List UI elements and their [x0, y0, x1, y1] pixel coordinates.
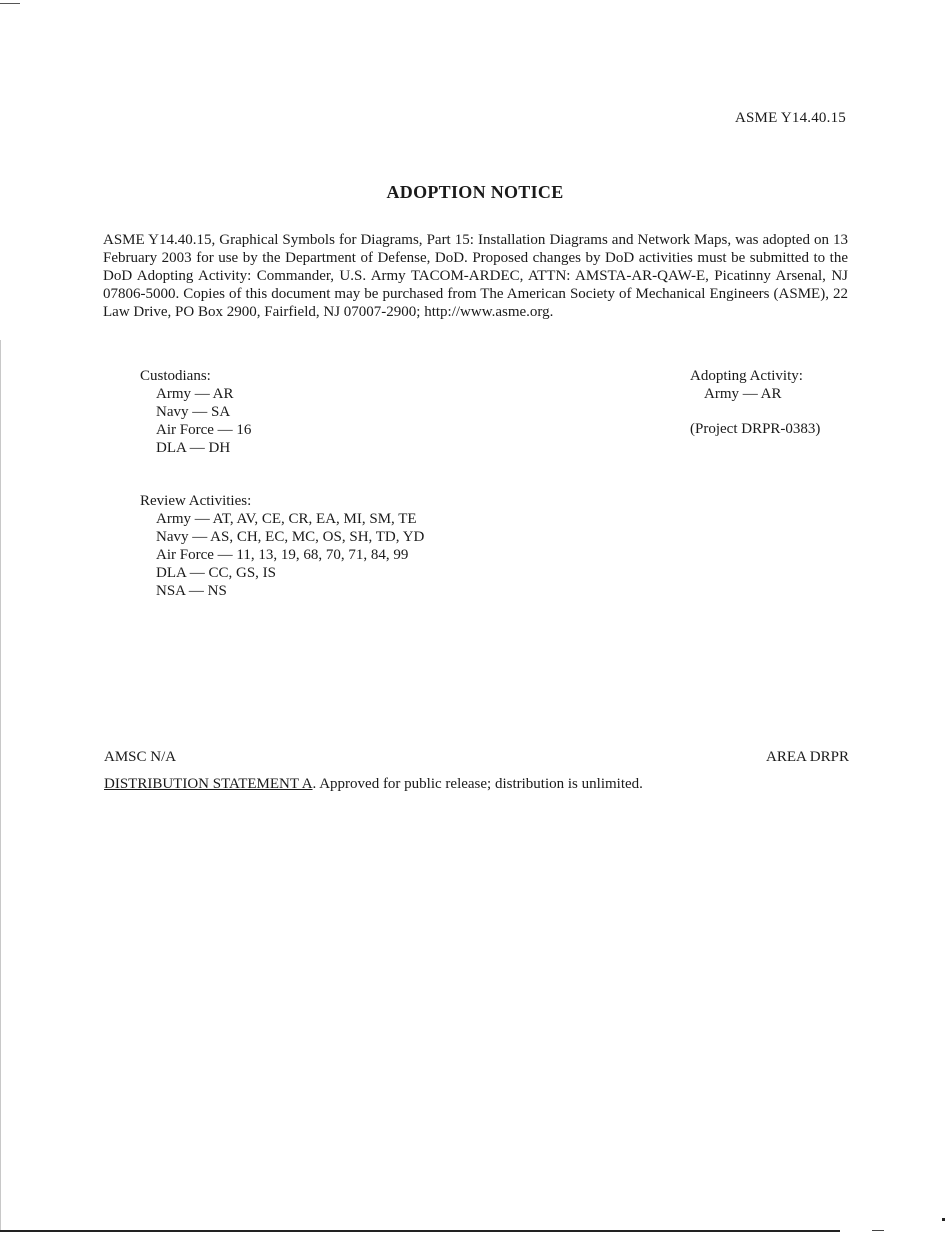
- review-activity-item: Navy — AS, CH, EC, MC, OS, SH, TD, YD: [156, 529, 425, 545]
- scan-artifact: [0, 1230, 840, 1232]
- custodians-heading: Custodians:: [140, 368, 211, 384]
- review-activity-item: DLA — CC, GS, IS: [156, 565, 277, 581]
- project-number: (Project DRPR-0383): [690, 421, 821, 437]
- review-activity-item: NSA — NS: [156, 583, 227, 599]
- distribution-text: . Approved for public release; distribution is unlimited.: [312, 776, 643, 792]
- custodian-item: Air Force — 16: [156, 422, 252, 438]
- custodian-item: Navy — SA: [156, 404, 231, 420]
- adopting-activity-block: [690, 367, 803, 403]
- document-id: ASME Y14.40.15: [734, 110, 846, 126]
- scan-artifact: [0, 340, 1, 1230]
- review-activities-block: [140, 492, 424, 600]
- intro-paragraph: ASME Y14.40.15, Graphical Symbols for Diagrams, Part 15: Installation Diagrams and Network Maps, was adopted on 13 February 2003 for use by the Department of Defense, DoD. Proposed changes by DoD activities must be submitted to the DoD Adopting Activity: Commander, U.S. Army TACOM-ARDEC, ATTN: AMSTA-AR-QAW-E, Picatinny Arsenal, NJ 07806-5000. Copies of this document may be purchased from The American Society of Mechanical Engineers (ASME), 22 Law Drive, PO Box 2900, Fairfield, NJ 07007-2900; http://www.asme.org.: [103, 232, 848, 320]
- review-activity-item: Army — AT, AV, CE, CR, EA, MI, SM, TE: [156, 511, 417, 527]
- distribution-label: DISTRIBUTION STATEMENT A: [104, 776, 313, 792]
- page-title: ADOPTION NOTICE: [386, 182, 564, 202]
- review-activity-item: Air Force — 11, 13, 19, 68, 70, 71, 84, 99: [156, 547, 409, 563]
- adopting-activity-heading: Adopting Activity:: [690, 368, 803, 384]
- scan-artifact: [872, 1230, 884, 1231]
- custodian-item: Army — AR: [156, 386, 234, 402]
- review-activities-heading: Review Activities:: [140, 493, 252, 509]
- scan-artifact: [942, 1218, 945, 1221]
- adopting-activity-item: Army — AR: [704, 386, 782, 402]
- scan-artifact: [0, 3, 20, 4]
- amsc-code: AMSC N/A: [104, 749, 177, 765]
- distribution-statement: [104, 776, 643, 793]
- area-code: AREA DRPR: [766, 749, 849, 765]
- custodians-block: [140, 367, 251, 457]
- custodian-item: DLA — DH: [156, 440, 231, 456]
